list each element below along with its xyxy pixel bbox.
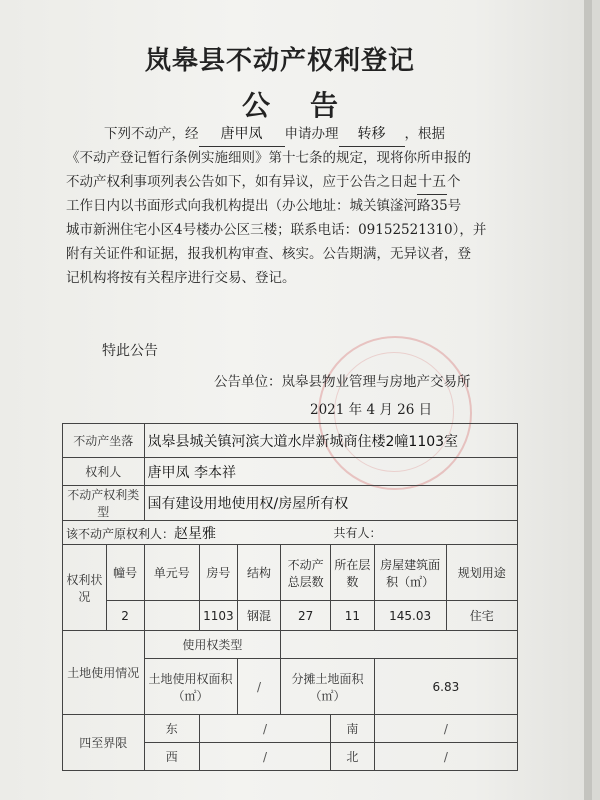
col-room: 房号 [200,545,238,601]
table-row-original-owner [63,521,518,545]
north-value: / [374,743,517,771]
west-label: 西 [144,743,200,771]
area-value: 145.03 [374,601,446,631]
col-unit: 单元号 [144,545,200,601]
west-value: / [200,743,331,771]
right-type-value: 国有建设用地使用权/房屋所有权 [144,486,518,521]
property-table [62,423,518,771]
building-value: 2 [106,601,144,631]
table-row-boundary-east [63,715,518,743]
original-owner-cell: 该不动产原权利人：赵星雅 [63,521,331,545]
notice-title: 岚皋县不动产权利登记 [144,46,415,76]
north-label: 北 [331,743,375,771]
owner-label: 权利人 [63,458,145,486]
structure-value: 钢混 [237,601,281,631]
table-row-status-values [63,601,518,631]
shared-land-area-label: 分摊土地面积（㎡） [281,659,374,715]
body-line-2: 《不动产登记暂行条例实施细则》第十七条的规定，现将你所申报的 [66,150,471,166]
table-row-land-type [63,631,518,659]
unit-value [144,601,200,631]
col-total-floors: 不动产总层数 [281,545,331,601]
land-right-type-label: 使用权类型 [144,631,281,659]
body-line-3: 不动产权利事项列表公告如下，如有异议，应于公告之日起十五个 [66,170,526,194]
land-use-label: 土地使用情况 [63,631,145,715]
body-line-5: 城市新洲住宅小区4号楼办公区三楼；联系电话：09152521310），并 [66,222,487,238]
objection-days: 十五 [417,170,447,195]
location-value: 岚皋县城关镇河滨大道水岸新城商住楼2幢1103室 [144,424,518,458]
east-value: / [200,715,331,743]
body-line-4: 工作日内以书面形式向我机构提出（办公地址：城关镇滏河路35号 [66,198,462,214]
transaction-type: 转移 [339,122,405,147]
owner-value: 唐甲凤 李本祥 [144,458,518,486]
usage-value: 住宅 [446,601,517,631]
original-owner-value: 赵星雅 [174,525,217,542]
notice-subtitle: 公告 [241,89,378,122]
co-owner-label: 共有人： [331,521,518,545]
table-row-location [63,424,518,458]
land-area-value: / [237,659,281,715]
table-row-status-header [63,545,518,601]
col-floor: 所在层数 [331,545,375,601]
right-type-label: 不动产权利类型 [63,486,145,521]
col-area: 房屋建筑面积（㎡） [374,545,446,601]
south-value: / [374,715,517,743]
total-floors-value: 27 [281,601,331,631]
south-label: 南 [331,715,375,743]
body-line-7: 记机构将按有关程序进行交易、登记。 [66,270,296,286]
issuing-unit: 公告单位：岚皋县物业管理与房地产交易所 [214,374,471,390]
closing-phrase: 特此公告 [102,343,158,359]
shared-land-area-value: 6.83 [374,659,517,715]
col-structure: 结构 [237,545,281,601]
issue-date: 2021 年 4 月 26 日 [310,402,433,418]
land-area-label: 土地使用权面积（㎡） [144,659,237,715]
table-row-right-type [63,486,518,521]
col-building: 幢号 [106,545,144,601]
table-row-owner [63,458,518,486]
boundary-label: 四至界限 [63,715,145,771]
notice-body [66,122,526,290]
room-value: 1103 [200,601,238,631]
location-label: 不动产坐落 [63,424,145,458]
floor-value: 11 [331,601,375,631]
status-label: 权利状况 [63,545,107,631]
body-line-6: 附有关证件和证据，报我机构审查、核实。公告期满，无异议者，登 [66,246,471,262]
body-line-1: 下列不动产，经 唐甲凤 申请办理 转移 ，根据 [66,122,526,146]
applicant-name: 唐甲凤 [199,122,285,147]
col-usage: 规划用途 [446,545,517,601]
east-label: 东 [144,715,200,743]
land-right-type-value [281,631,518,659]
